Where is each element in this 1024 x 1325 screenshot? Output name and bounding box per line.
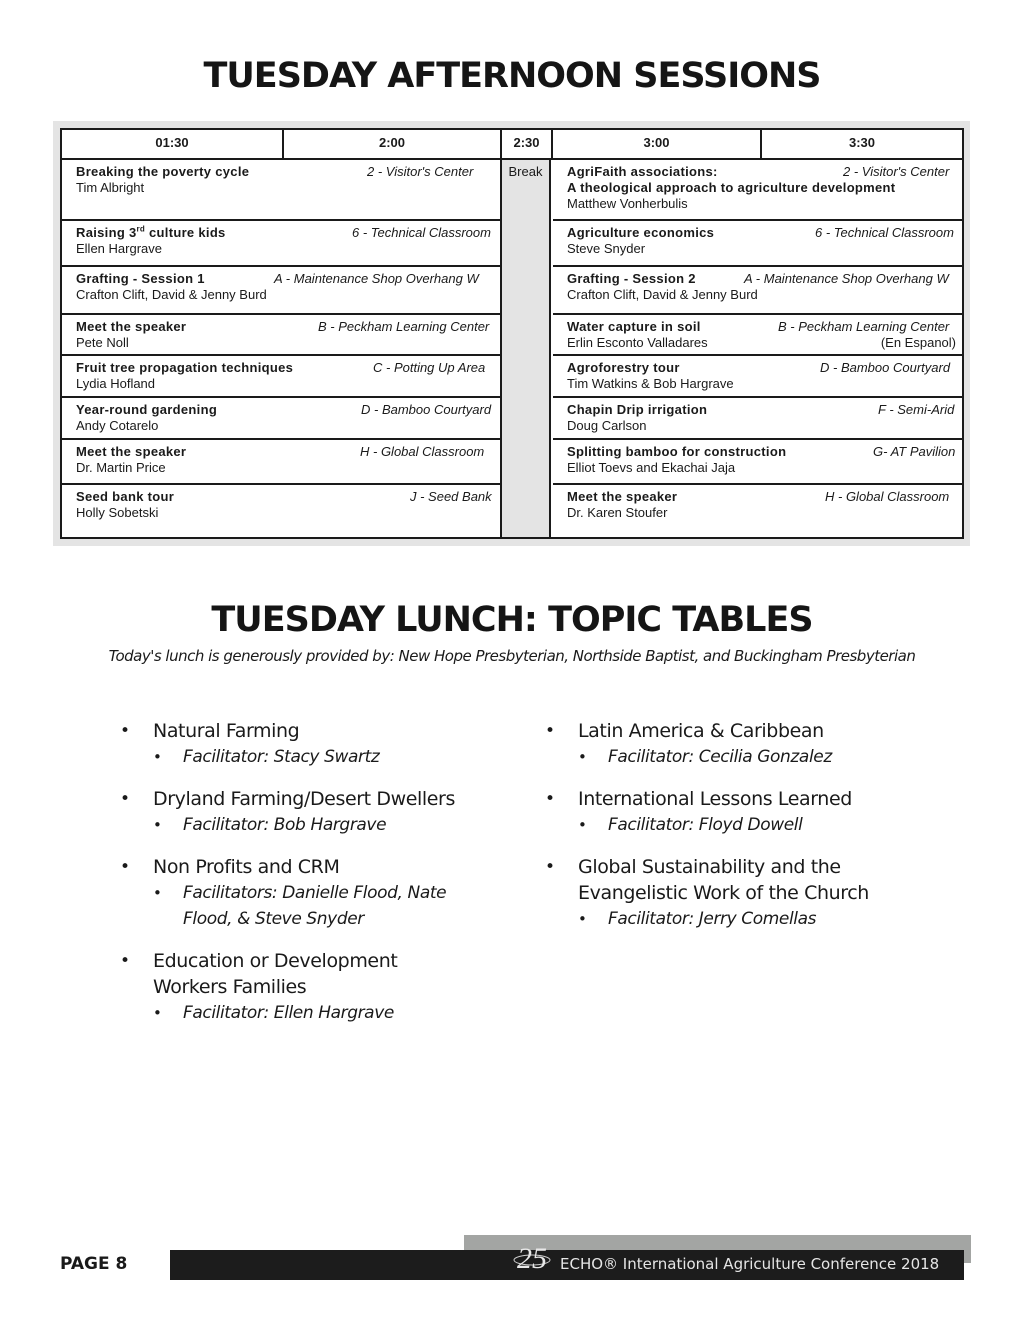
session-title: Splitting bamboo for construction bbox=[567, 444, 787, 459]
session-cell bbox=[62, 267, 500, 315]
session-title: Grafting - Session 2 bbox=[567, 271, 696, 286]
facilitator-name: Facilitator: Ellen Hargrave bbox=[183, 1003, 394, 1023]
session-title: Grafting - Session 1 bbox=[76, 271, 205, 286]
session-location: G- AT Pavilion bbox=[873, 444, 956, 459]
facilitator-name: Facilitator: Stacy Swartz bbox=[183, 747, 380, 767]
session-presenter: Pete Noll bbox=[76, 335, 129, 350]
session-cell bbox=[62, 356, 500, 398]
bullet-icon: • bbox=[120, 857, 131, 877]
topic-name: Dryland Farming/Desert Dwellers bbox=[153, 788, 455, 810]
bullet-icon: • bbox=[545, 857, 556, 877]
topic-item bbox=[545, 786, 945, 838]
session-title: Meet the speaker bbox=[567, 489, 678, 504]
session-presenter: Steve Snyder bbox=[567, 241, 646, 256]
bullet-icon: • bbox=[153, 816, 162, 834]
session-title: Breaking the poverty cycle bbox=[76, 164, 250, 179]
session-title: Agroforestry tour bbox=[567, 360, 680, 375]
topic-name: International Lessons Learned bbox=[578, 788, 852, 810]
session-location: D - Bamboo Courtyard bbox=[820, 360, 951, 375]
topic-item bbox=[120, 948, 520, 1026]
bullet-icon: • bbox=[153, 884, 162, 902]
session-cell bbox=[62, 160, 500, 221]
session-presenter: Dr. Martin Price bbox=[76, 460, 166, 475]
session-cell bbox=[553, 315, 962, 356]
session-title: Water capture in soil bbox=[567, 319, 701, 334]
facilitator-name: Facilitator: Cecilia Gonzalez bbox=[608, 747, 832, 767]
session-location: 2 - Visitor's Center bbox=[367, 164, 474, 179]
time-header-0330: 3:30 bbox=[762, 130, 962, 160]
session-title: AgriFaith associations: bbox=[567, 164, 718, 179]
session-title: Seed bank tour bbox=[76, 489, 175, 504]
facilitator-item bbox=[153, 744, 520, 770]
session-cell bbox=[553, 221, 962, 267]
topic-item bbox=[120, 718, 520, 770]
lunch-sponsors: Today's lunch is generously provided by: New Hope Presbyterian, Northside Baptist, and Buckingham Presbyterian bbox=[108, 647, 916, 665]
session-location: D - Bamboo Courtyard bbox=[361, 402, 492, 417]
session-title: Year-round gardening bbox=[76, 402, 218, 417]
topic-name: Global Sustainability and the Evangelistic Work of the Church bbox=[578, 856, 869, 904]
topic-name: Non Profits and CRM bbox=[153, 856, 340, 878]
session-cell bbox=[553, 160, 962, 221]
facilitator-item bbox=[578, 744, 945, 770]
session-presenter: Ellen Hargrave bbox=[76, 241, 162, 256]
session-title: Fruit tree propagation techniques bbox=[76, 360, 294, 375]
session-cell bbox=[62, 398, 500, 440]
topic-list-left bbox=[120, 718, 520, 1042]
time-header-0300: 3:00 bbox=[553, 130, 762, 160]
session-title: Meet the speaker bbox=[76, 444, 187, 459]
session-location: H - Global Classroom bbox=[825, 489, 950, 504]
session-presenter: Matthew Vonherbulis bbox=[567, 196, 688, 211]
session-presenter: Erlin Esconto Valladares bbox=[567, 335, 708, 350]
session-location: H - Global Classroom bbox=[360, 444, 485, 459]
session-cell bbox=[62, 440, 500, 485]
session-location: A - Maintenance Shop Overhang W bbox=[744, 271, 949, 286]
session-cell bbox=[553, 398, 962, 440]
facilitator-name: Facilitator: Floyd Dowell bbox=[608, 815, 803, 835]
bullet-icon: • bbox=[578, 910, 587, 928]
bullet-icon: • bbox=[545, 721, 556, 741]
session-presenter: Tim Watkins & Bob Hargrave bbox=[567, 376, 734, 391]
sessions-column-late bbox=[553, 160, 962, 537]
facilitator-name: Facilitator: Jerry Comellas bbox=[608, 909, 817, 929]
topic-name: Latin America & Caribbean bbox=[578, 720, 824, 742]
bullet-icon: • bbox=[578, 748, 587, 766]
session-title: Meet the speaker bbox=[76, 319, 187, 334]
time-header-0130: 01:30 bbox=[62, 130, 284, 160]
facilitator-name: Facilitator: Bob Hargrave bbox=[183, 815, 387, 835]
session-location: 6 - Technical Classroom bbox=[352, 225, 491, 240]
session-title: Agriculture economics bbox=[567, 225, 715, 240]
session-cell bbox=[62, 315, 500, 356]
topic-item bbox=[545, 854, 945, 932]
session-cell bbox=[62, 221, 500, 267]
session-presenter: Tim Albright bbox=[76, 180, 145, 195]
facilitator-item bbox=[153, 880, 453, 932]
bullet-icon: • bbox=[120, 721, 131, 741]
session-location: C - Potting Up Area bbox=[373, 360, 486, 375]
session-cell bbox=[553, 356, 962, 398]
session-presenter: Crafton Clift, David & Jenny Burd bbox=[76, 287, 267, 302]
session-location: B - Peckham Learning Center bbox=[778, 319, 950, 334]
topic-item bbox=[120, 786, 520, 838]
facilitator-name: Facilitators: Danielle Flood, Nate Flood, & Steve Snyder bbox=[183, 883, 447, 929]
conference-name: ECHO® International Agriculture Conference 2018 bbox=[560, 1255, 940, 1273]
session-language-note: (En Espanol) bbox=[880, 335, 956, 350]
session-location: F - Semi-Arid bbox=[878, 402, 955, 417]
bullet-icon: • bbox=[153, 748, 162, 766]
session-presenter: Doug Carlson bbox=[567, 418, 647, 433]
break-label: Break bbox=[508, 164, 543, 179]
lunch-title: TUESDAY LUNCH: TOPIC TABLES bbox=[211, 600, 813, 640]
sessions-table bbox=[60, 128, 964, 539]
session-presenter: Holly Sobetski bbox=[76, 505, 159, 520]
bullet-icon: • bbox=[120, 951, 131, 971]
logo-number: 25 bbox=[517, 1242, 547, 1275]
session-cell bbox=[553, 440, 962, 485]
session-presenter: Lydia Hofland bbox=[76, 376, 156, 391]
facilitator-item bbox=[578, 906, 945, 932]
anniversary-25-logo bbox=[512, 1234, 552, 1278]
session-presenter: Andy Cotarelo bbox=[76, 418, 159, 433]
session-cell bbox=[553, 485, 962, 537]
session-location: 6 - Technical Classroom bbox=[815, 225, 954, 240]
session-cell bbox=[62, 485, 500, 537]
session-title-line2: A theological approach to agriculture development bbox=[567, 180, 896, 195]
session-presenter: Crafton Clift, David & Jenny Burd bbox=[567, 287, 758, 302]
session-location: J - Seed Bank bbox=[410, 489, 492, 504]
bullet-icon: • bbox=[545, 789, 556, 809]
topic-name: Education or Development Workers Families bbox=[153, 950, 398, 998]
session-presenter: Elliot Toevs and Ekachai Jaja bbox=[567, 460, 736, 475]
break-column bbox=[502, 160, 551, 537]
session-title: Raising 3rd culture kids bbox=[76, 224, 226, 240]
session-location: A - Maintenance Shop Overhang W bbox=[274, 271, 479, 286]
time-header-0230: 2:30 bbox=[502, 130, 553, 160]
page-number: PAGE 8 bbox=[60, 1254, 128, 1274]
facilitator-item bbox=[578, 812, 945, 838]
topic-list-right bbox=[545, 718, 945, 948]
sessions-column-early bbox=[62, 160, 502, 537]
bullet-icon: • bbox=[153, 1004, 162, 1022]
session-cell bbox=[553, 267, 962, 315]
bullet-icon: • bbox=[120, 789, 131, 809]
session-location: B - Peckham Learning Center bbox=[318, 319, 490, 334]
session-title: Chapin Drip irrigation bbox=[567, 402, 708, 417]
time-header-0200: 2:00 bbox=[284, 130, 502, 160]
bullet-icon: • bbox=[578, 816, 587, 834]
facilitator-item bbox=[153, 812, 520, 838]
topic-item bbox=[545, 718, 945, 770]
topic-name: Natural Farming bbox=[153, 720, 300, 742]
facilitator-item bbox=[153, 1000, 520, 1026]
sessions-title: TUESDAY AFTERNOON SESSIONS bbox=[203, 56, 821, 96]
session-presenter: Dr. Karen Stoufer bbox=[567, 505, 668, 520]
topic-item bbox=[120, 854, 520, 932]
session-location: 2 - Visitor's Center bbox=[843, 164, 950, 179]
